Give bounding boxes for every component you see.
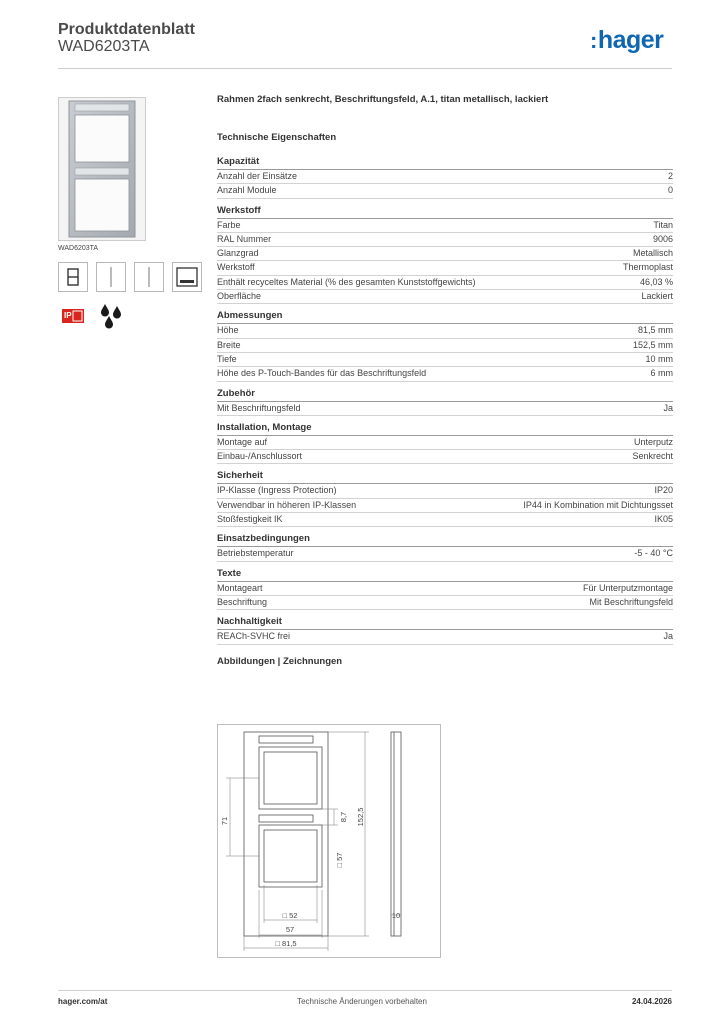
spec-value: 9006 [652, 233, 673, 244]
dim-sq81-5-label: □ 81,5 [275, 939, 297, 948]
spec-row [217, 436, 673, 450]
spec-value: Mit Beschriftungsfeld [589, 596, 673, 607]
spec-label: Stoßfestigkeit IK [217, 514, 283, 525]
dim-10-label: 10 [391, 911, 401, 920]
spec-label: Farbe [217, 219, 241, 230]
spec-label: Anzahl Module [217, 185, 277, 196]
section-title: Texte [217, 568, 673, 582]
spec-value: Senkrecht [632, 451, 673, 462]
spec-label: Tiefe [217, 353, 237, 364]
2-gang-vertical-icon [58, 262, 88, 292]
spec-label: Höhe des P-Touch-Bandes für das Beschriftungsfeld [217, 368, 427, 379]
dim-8-7-label: 8,7 [339, 811, 348, 823]
technical-drawing [217, 724, 441, 958]
spec-value: 0 [667, 185, 673, 196]
spec-value: Metallisch [632, 248, 673, 259]
spec-label: Anzahl der Einsätze [217, 171, 298, 181]
spec-row [217, 582, 673, 596]
spec-value: 6 mm [650, 368, 673, 379]
page-title: Produktdatenblatt [58, 21, 195, 38]
spec-section [217, 388, 673, 416]
spec-label: Verwendbar in höheren IP-Klassen [217, 499, 357, 510]
section-title: Sicherheit [217, 470, 673, 484]
spec-section [217, 568, 673, 611]
spec-row [217, 353, 673, 367]
spec-section [217, 205, 673, 305]
dim-sq57-label: □ 57 [335, 852, 344, 868]
spec-value: IP44 in Kombination mit Dichtungsset [523, 499, 673, 510]
section-title: Kapazität [217, 156, 673, 170]
ip-rating-icon [62, 309, 84, 328]
spec-value: Ja [663, 631, 673, 642]
spec-value: Ja [663, 402, 673, 413]
spec-value: 152,5 mm [632, 339, 673, 350]
spec-row [217, 219, 673, 233]
product-specifications [217, 94, 673, 674]
spec-section [217, 470, 673, 527]
spec-row [217, 261, 673, 275]
dim-57-label: 57 [285, 925, 295, 934]
footer-website: hager.com/at [58, 997, 108, 1006]
spec-row [217, 513, 673, 527]
spec-value: Für Unterputzmontage [582, 582, 673, 593]
section-title: Zubehör [217, 388, 673, 402]
spec-value: 46,03 % [639, 276, 673, 287]
spec-value: Titan [653, 219, 673, 230]
spec-label: Glanzgrad [217, 248, 259, 259]
spec-label: Werkstoff [217, 262, 255, 273]
spec-row [217, 324, 673, 338]
spec-label: Höhe [217, 325, 239, 336]
spec-label: IP-Klasse (Ingress Protection) [217, 485, 337, 496]
spec-row [217, 276, 673, 290]
spec-section [217, 616, 673, 644]
product-description: Rahmen 2fach senkrecht, Beschriftungsfeld, A.1, titan metallisch, lackiert [217, 94, 549, 105]
spec-row [217, 596, 673, 610]
spec-row [217, 547, 673, 561]
spec-section [217, 156, 673, 199]
footer-disclaimer: Technische Änderungen vorbehalten [297, 997, 427, 1006]
spec-row [217, 630, 673, 644]
spec-value: 81,5 mm [637, 325, 673, 336]
product-code: WAD6203TA [58, 38, 150, 55]
spec-label: Montageart [217, 582, 263, 593]
section-title: Abmessungen [217, 310, 673, 324]
spec-label: Oberfläche [217, 291, 262, 302]
line-icon [96, 262, 126, 292]
product-photo [58, 97, 146, 241]
label-field-icon [172, 262, 202, 292]
header-divider [58, 68, 672, 69]
spec-label: Betriebstemperatur [217, 548, 294, 559]
spec-label: Montage auf [217, 436, 268, 447]
spec-section [217, 533, 673, 561]
spec-value: IK05 [654, 514, 673, 525]
dim-71-label: 71 [220, 816, 229, 826]
spec-value: Thermoplast [622, 262, 673, 273]
spec-row [217, 233, 673, 247]
spec-sections [217, 156, 673, 645]
spec-row [217, 499, 673, 513]
logo-text: hager [597, 26, 664, 54]
spec-section [217, 422, 673, 465]
spec-value: Unterputz [633, 436, 673, 447]
spec-value: IP20 [654, 485, 673, 496]
spec-row [217, 402, 673, 416]
spec-label: Mit Beschriftungsfeld [217, 402, 301, 413]
spec-row [217, 170, 673, 184]
spec-label: Breite [217, 339, 241, 350]
photo-caption: WAD6203TA [58, 245, 99, 252]
hager-logo: :hager [590, 26, 664, 54]
water-drops-icon [96, 301, 126, 336]
spec-section [217, 310, 673, 381]
drawings-heading: Abbildungen | Zeichnungen [217, 655, 343, 667]
dim-152-5-label: 152,5 [356, 807, 365, 827]
spec-row [217, 339, 673, 353]
spec-label: RAL Nummer [217, 233, 272, 244]
spec-row [217, 367, 673, 381]
line-icon [134, 262, 164, 292]
spec-label: REACh-SVHC frei [217, 631, 291, 642]
spec-value: 2 [667, 171, 673, 181]
spec-value: 10 mm [645, 353, 673, 364]
spec-row [217, 450, 673, 464]
spec-label: Beschriftung [217, 596, 268, 607]
spec-row [217, 484, 673, 498]
spec-value: -5 - 40 °C [634, 548, 673, 559]
section-title: Nachhaltigkeit [217, 616, 673, 630]
spec-value: Lackiert [641, 291, 673, 302]
spec-label: Enthält recyceltes Material (% des gesamten Kunststoffgewichts) [217, 276, 476, 287]
section-title: Installation, Montage [217, 422, 673, 436]
ip-badge-text: IP [64, 311, 72, 320]
technical-properties-heading: Technische Eigenschaften [217, 132, 337, 143]
spec-row [217, 247, 673, 261]
section-title: Werkstoff [217, 205, 673, 219]
dim-sq52-label: □ 52 [282, 911, 298, 920]
footer-date: 24.04.2026 [631, 997, 672, 1006]
section-title: Einsatzbedingungen [217, 533, 673, 547]
spec-row [217, 184, 673, 198]
footer-divider [58, 990, 672, 991]
spec-row [217, 290, 673, 304]
spec-label: Einbau-/Anschlussort [217, 451, 303, 462]
